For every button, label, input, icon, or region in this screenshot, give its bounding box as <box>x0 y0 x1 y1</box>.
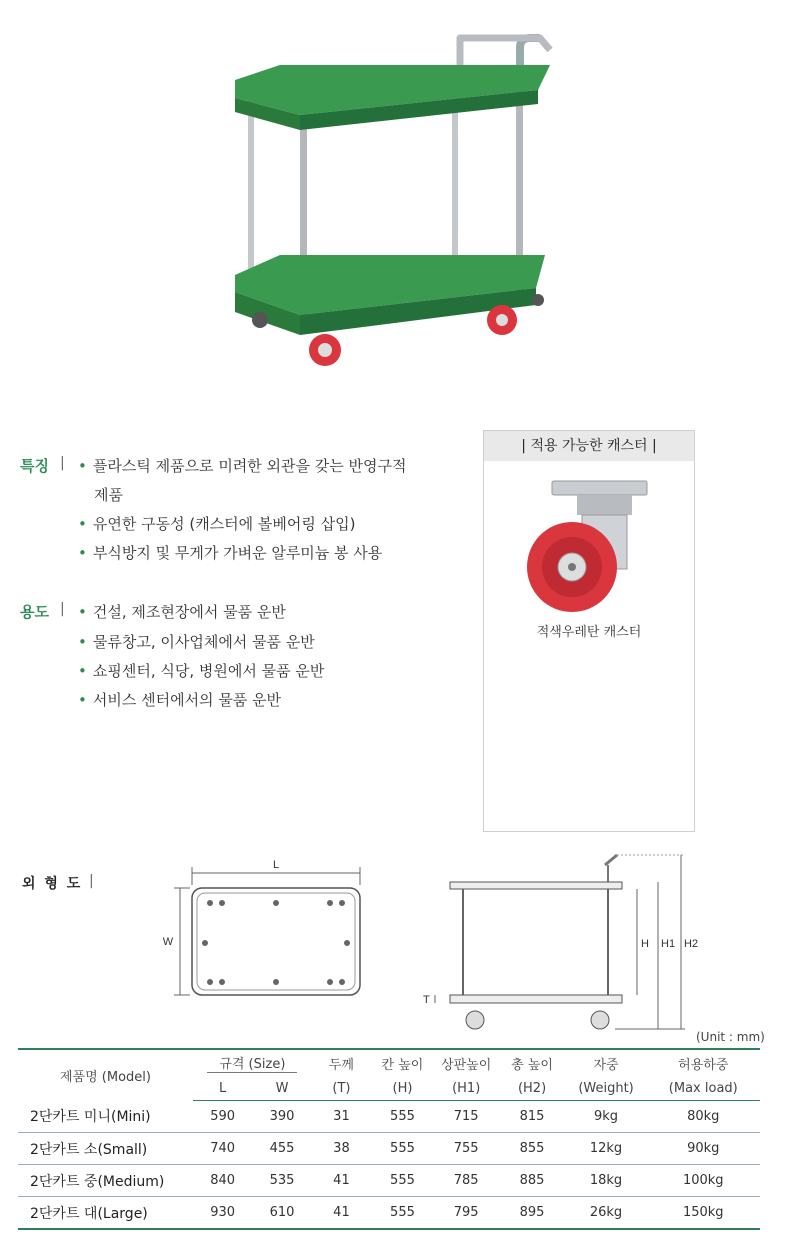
unit-note: (Unit : mm) <box>696 1030 765 1044</box>
red-caster-image <box>522 479 652 619</box>
header-weight-unit: (Weight) <box>566 1076 647 1101</box>
cart-product-image <box>220 20 560 380</box>
header-total-height-unit: (H2) <box>499 1076 566 1101</box>
header-max-load: 허용하중 <box>678 1057 729 1073</box>
header-thickness: 두께 <box>328 1057 354 1073</box>
table-row: 2단카트 미니(Mini) 590 390 31 555 715 815 9kg 80kg <box>18 1101 760 1133</box>
spec-table <box>18 1048 760 1230</box>
header-model: 제품명 (Model) <box>59 1069 151 1085</box>
feature-item: • 부식방지 및 무게가 가벼운 알루미늄 봉 사용 <box>78 544 383 562</box>
usage-label: 용도 <box>20 603 49 621</box>
header-compartment-height: 칸 높이 <box>381 1057 424 1073</box>
caster-info-box <box>483 430 695 832</box>
feature-item-continued: 제품 <box>94 486 123 504</box>
table-row: 2단카트 대(Large) 930 610 41 555 795 895 26kg 150kg <box>18 1197 760 1230</box>
features-label: 특징 <box>20 457 49 475</box>
usage-item: • 서비스 센터에서의 물품 운반 <box>78 691 282 709</box>
header-size: 규격 (Size) <box>193 1049 312 1076</box>
usage-divider: | <box>60 601 65 617</box>
header-compartment-height-unit: (H) <box>371 1076 434 1101</box>
outline-divider: | <box>89 873 94 889</box>
caster-box-title: | 적용 가능한 캐스터 | <box>484 431 694 461</box>
header-L: L <box>193 1076 252 1101</box>
side-view-H1-label: H1 <box>661 938 676 950</box>
side-view-H2-label: H2 <box>684 938 699 950</box>
header-top-height-unit: (H1) <box>434 1076 499 1101</box>
header-total-height: 총 높이 <box>511 1057 553 1073</box>
header-weight: 자중 <box>593 1057 619 1073</box>
top-view-L-label: L <box>272 859 280 871</box>
usage-item: • 쇼핑센터, 식당, 병원에서 물품 운반 <box>78 662 325 680</box>
top-view-drawing <box>160 855 370 1005</box>
features-divider: | <box>60 455 65 471</box>
outline-drawing-label: 외 형 도 <box>22 876 83 892</box>
header-W: W <box>252 1076 311 1101</box>
side-view-H-label: H <box>641 938 649 950</box>
header-thickness-unit: (T) <box>312 1076 371 1101</box>
caster-caption: 적색우레탄 캐스터 <box>536 625 642 640</box>
feature-item: • 유연한 구동성 (캐스터에 볼베어링 삽입) <box>78 515 356 533</box>
feature-item: • 플라스틱 제품으로 미려한 외관을 갖는 반영구적 <box>78 457 407 475</box>
top-view-W-label: W <box>162 936 174 948</box>
usage-item: • 건설, 제조현장에서 물품 운반 <box>78 603 286 621</box>
table-row: 2단카트 소(Small) 740 455 38 555 755 855 12kg 90kg <box>18 1133 760 1165</box>
side-view-T-label: T <box>423 994 430 1006</box>
header-top-height: 상판높이 <box>441 1057 492 1073</box>
table-row: 2단카트 중(Medium) 840 535 41 555 785 885 18kg 100kg <box>18 1165 760 1197</box>
header-max-load-unit: (Max load) <box>647 1076 760 1101</box>
usage-item: • 물류창고, 이사업체에서 물품 운반 <box>78 633 315 651</box>
side-view-drawing <box>415 845 715 1035</box>
